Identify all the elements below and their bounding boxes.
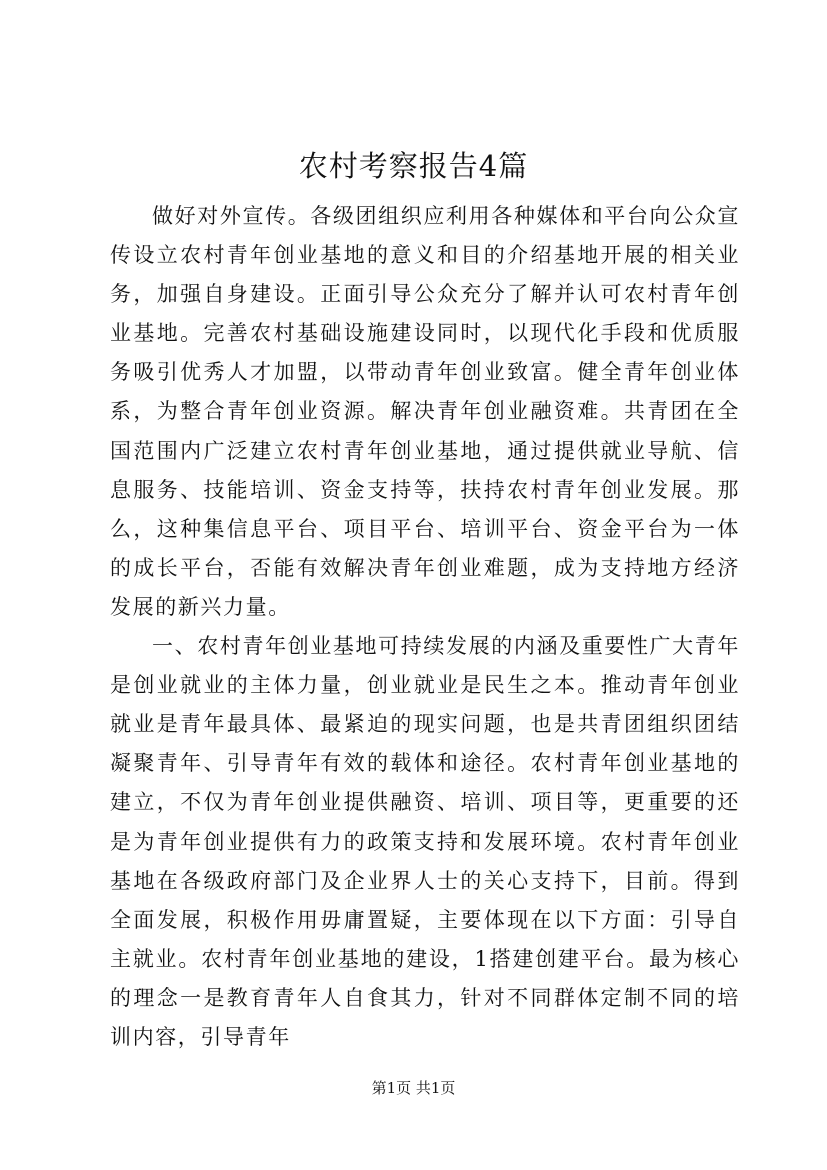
document-title: 农村考察报告4篇	[298, 149, 529, 183]
page-number-footer: 第1页 共1页	[371, 1079, 456, 1097]
paragraph-2: 一、农村青年创业基地可持续发展的内涵及重要性广大青年是创业就业的主体力量，创业就业是民生之本。推动青年创业就业是青年最具体、最紧迫的现实问题，也是共青团组织团结凝聚青年、引导青年有效的载体和途径。农村青年创业基地的建立，不仅为青年创业提供融资、培训、项目等，更重要的还是为青年创业提供有力的政策支持和发展环境。农村青年创业基地在各级政府部门及企业界人士的关心支持下，目前。得到全面发展，积极作用毋庸置疑，主要体现在以下方面：引导自主就业。农村青年创业基地的建设，1搭建创建平台。最为核心的理念一是教育青年人自食其力，针对不同群体定制不同的培训内容，引导青年	[110, 634, 740, 1049]
document-body	[110, 197, 740, 1057]
paragraph-1: 做好对外宣传。各级团组织应利用各种媒体和平台向公众宣传设立农村青年创业基地的意义和目的介绍基地开展的相关业务，加强自身建设。正面引导公众充分了解并认可农村青年创业基地。完善农村基础设施建设同时，以现代化手段和优质服务吸引优秀人才加盟，以带动青年创业致富。健全青年创业体系，为整合青年创业资源。解决青年创业融资难。共青团在全国范围内广泛建立农村青年创业基地，通过提供就业导航、信息服务、技能培训、资金支持等，扶持农村青年创业发展。那么，这种集信息平台、项目平台、培训平台、资金平台为一体的成长平台，否能有效解决青年创业难题，成为支持地方经济发展的新兴力量。	[110, 204, 740, 619]
